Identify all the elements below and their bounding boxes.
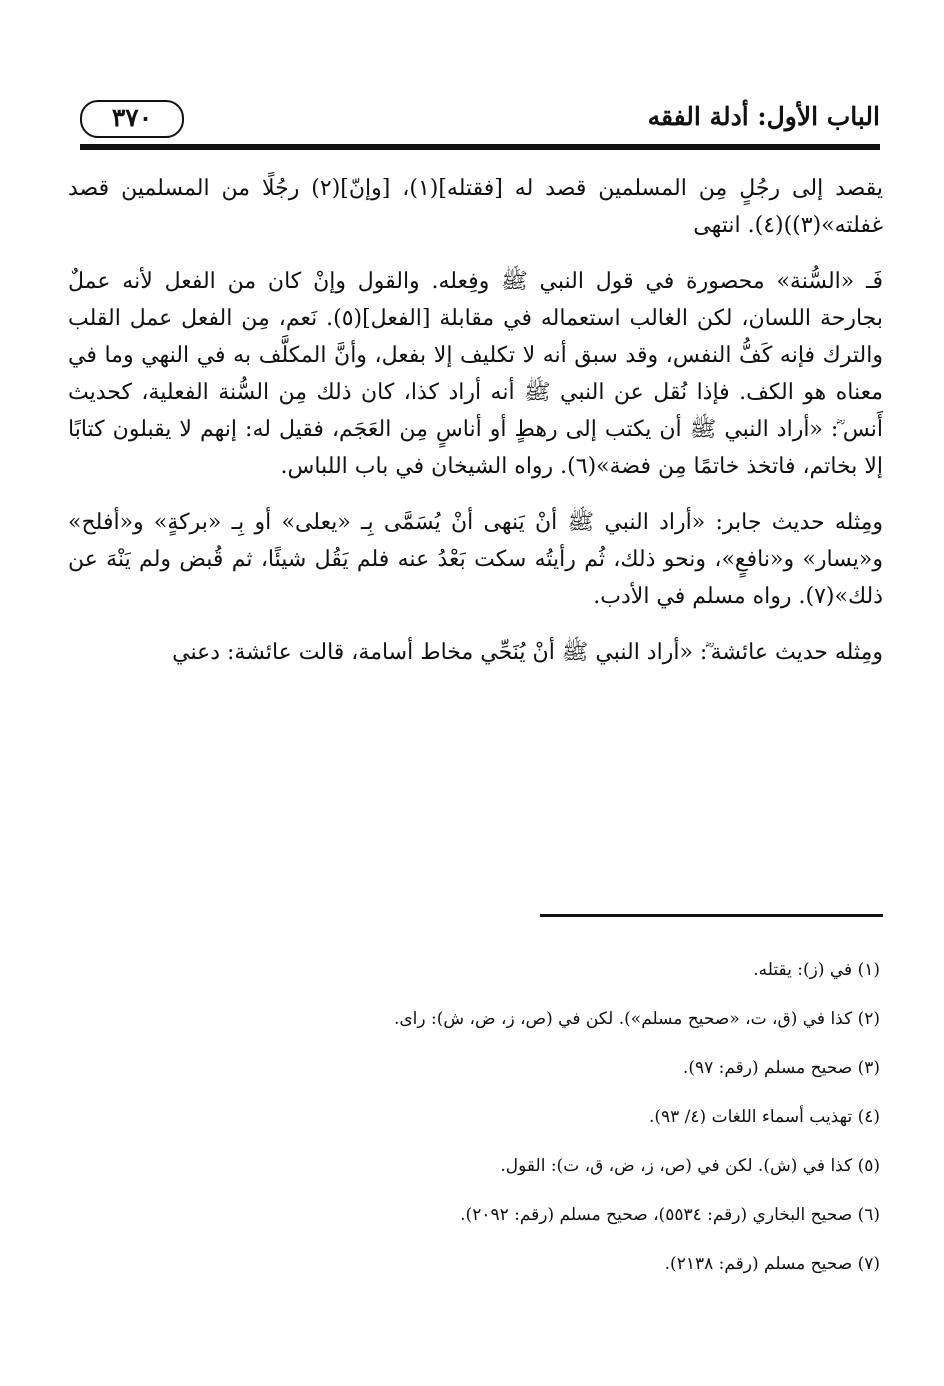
chapter-title: الباب الأول: أدلة الفقه <box>647 102 880 131</box>
paragraph: فَـ «السُّنة» محصورة في قول النبي ﷺ وفِعله. والقول وإنْ كان من الفعل لأنه عملٌ بجارحة اللسان، لكن الغالب استعماله في مقابلة [الفعل](٥). نَعم، مِن الفعل عمل القلب والترك فإنه كَفُّ النفس، وقد سبق أنه لا تكليف إلا بفعل، وأنَّ المكلَّف به في النهي وما في معناه هو الكف. فإذا نُقل عن النبي ﷺ أنه أراد كذا، كان ذلك مِن السُّنة الفعلية، كحديث أَنس ؓ: «أراد النبي ﷺ أن يكتب إلى رهطٍ أو أناسٍ مِن العَجَم، فقيل له: إنهم لا يقبلون كتابًا إلا بخاتم، فاتخذ خاتمًا مِن فضة»(٦). رواه الشيخان في باب اللباس. <box>68 269 883 479</box>
paragraph: يقصد إلى رجُلٍ مِن المسلمين قصد له [فقتله](١)، [وإنّ](٢) رجُلًا من المسلمين قصد غفلته»(٣))(٤). انتهى <box>68 176 883 238</box>
footnote: (٣) صحيح مسلم (رقم: ٩٧). <box>682 1058 880 1078</box>
footnote: (١) في (ز): يقتله. <box>753 960 880 980</box>
page-number: ٣٧٠ <box>80 100 184 138</box>
footnote: (٥) كذا في (ش). لكن في (ص، ز، ض، ق، ت): القول. <box>500 1156 880 1176</box>
footnote: (٦) صحيح البخاري (رقم: ٥٥٣٤)، صحيح مسلم (رقم: ٢٠٩٢). <box>460 1205 880 1225</box>
footnote: (٢) كذا في (ق، ت، «صحيح مسلم»). لكن في (ص، ز، ض، ش): راى. <box>393 1009 880 1029</box>
header-rule <box>80 144 880 150</box>
footnote: (٤) تهذيب أسماء اللغات (٤/ ٩٣). <box>648 1107 880 1127</box>
footnotes <box>68 946 880 1289</box>
footnote-separator <box>540 914 883 917</box>
page-header <box>80 98 880 142</box>
footnote: (٧) صحيح مسلم (رقم: ٢١٣٨). <box>664 1254 880 1274</box>
main-text <box>68 170 883 690</box>
paragraph: ومِثله حديث عائشة ؓ: «أراد النبي ﷺ أنْ يُنَحِّي مخاط أسامة، قالت عائشة: دعني <box>172 640 883 665</box>
paragraph: ومِثله حديث جابر: «أراد النبي ﷺ أنْ يَنهى أنْ يُسَمَّى بِـ «يعلى» أو بِـ «بركةٍ» و«أفلح» و«يسار» و«نافعٍ»، ونحو ذلك، ثُم رأيتُه سكت بَعْدُ عنه فلم يَقُل شيئًا، ثم قُبض ولم يَنْهَ عن ذلك»(٧). رواه مسلم في الأدب. <box>68 510 883 609</box>
